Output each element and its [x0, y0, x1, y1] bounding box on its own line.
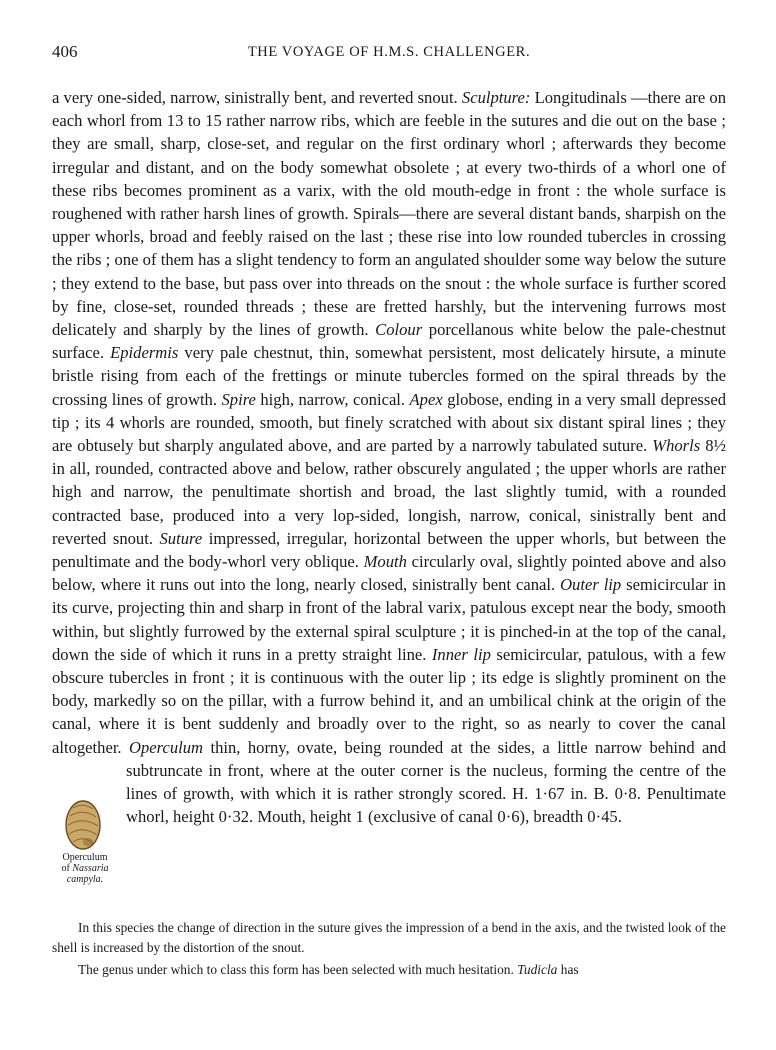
genus-tudicla: Tudicla: [517, 962, 558, 977]
running-title: THE VOYAGE OF H.M.S. CHALLENGER.: [247, 44, 531, 60]
page-number: 406: [52, 42, 78, 61]
term-operculum: Operculum: [129, 737, 204, 757]
remark-paragraph-2: The genus under which to class this form has been selected with much hesitation. Tudicla has: [78, 962, 579, 977]
figure-caption: Operculum of Nassaria campyla.: [61, 852, 109, 885]
operculum-figure: [52, 778, 124, 916]
term-apex: Apex: [409, 389, 443, 409]
remarks: [52, 918, 726, 980]
page-header: [52, 42, 726, 66]
term-mouth: Mouth: [363, 552, 407, 572]
term-inner-lip: Inner lip: [431, 644, 491, 664]
term-spire: Spire: [221, 389, 256, 409]
species-description: [52, 86, 726, 908]
term-whorls: Whorls: [652, 436, 701, 456]
term-outer-lip: Outer lip: [560, 575, 622, 595]
term-sculpture: Sculpture:: [461, 88, 531, 107]
term-suture: Suture: [159, 528, 203, 548]
operculum-illustration: [62, 798, 104, 852]
term-colour: Colour: [375, 320, 423, 340]
term-epidermis: Epidermis: [110, 343, 179, 363]
description-paragraph-1: a very one-sided, narrow, sinistrally bent, and reverted snout. Sculpture: Longitudinals —there are on each whorl from 13 to 15 rather narrow ribs, which are feeble in the sutures and die out on the base ; they are small, sharp, close-set, and regular on the first ordinary whorl ; afterwards they become irregular and distant, and on the body somewhat obsolete ; at every two-thirds of a whorl one of these ribs becomes prominent as a varix, with the old mouth-edge in front : the whole surface is roughened with rather harsh lines of growth. Spirals—there are several distant bands, sharpish on the upper whorls, broad and feebly raised on the last ; these rise into low rounded tubercles in crossing the ribs ; one of them has a slight tendency to form an angulated shoulder some way below the suture ; they extend to the base, but pass over into threads on the snout : the whole surface is further scored by fine, close-set, rounded threads ; these are fretted harshly, but the intervening furrows most delicately and sharply by the lines of growth. Colour porcellanous white below the pale-chestnut surface. Epidermis very pale chestnut, thin, somewhat persistent, most delicately hirsute, a minute bristle rising from each of the frettings or minute tubercles formed on the spiral threads by the crossing lines of growth. Spire high, narrow, conical. Apex globose, ending in a very small depressed tip ; its 4 whorls are rounded, smooth, but finely scratched with about six distant spiral lines ; they are obtusely but sharply angulated above, and are parted by a narrowly tabulated suture. Whorls 8½ in all, rounded, contracted above and below, rather obscurely angulated ; the upper whorls are rather high and narrow, the penultimate shortish and broad, the last slightly tumid, with a rounded contracted base, produced into a very lop-sided, longish, narrow, conical, sinistrally bent and reverted snout. Suture impressed, irregular, horizontal between the upper whorls, but between the penultimate and the body-whorl very oblique. Mouth circularly oval, slightly pointed above and also below, where it runs out into the long, nearly closed, sinistrally bent canal. Outer lip semicircular in its curve, projecting thin and sharp in front of the labral varix, patulous except near the body, smooth within, but slightly furrowed by the external spiral sculpture ; it is pinched-in at the top of the canal, down the side of which it runs in a pretty straight line. Inner lip semicircular, patulous, with a few obscure tubercles in front ; it is continuous with the outer lip ; its edge is slightly prominent on the body, markedly so on the pillar, with a furrow behind it, and an umbilical chink at the origin of the canal, where it is bent suddenly and broadly over to the right, so as nearly to cover the canal altogether. Operculum thin, horny, ovate, being rounded at the sides, a little narrow behind and subtruncate in front, where at the outer corner is the nucleus, forming the centre of the lines of growth, with which it is rather strongly scored. H. 1·67 in. B. 0·8. Penultimate whorl, height 0·32. Mouth, height 1 (exclusive of canal 0·6), breadth 0·45.: [52, 88, 727, 827]
remark-paragraph-1: In this species the change of direction in the suture gives the impression of a bend in the axis, and the twisted look of the shell is increased by the distortion of the snout.: [52, 920, 726, 955]
